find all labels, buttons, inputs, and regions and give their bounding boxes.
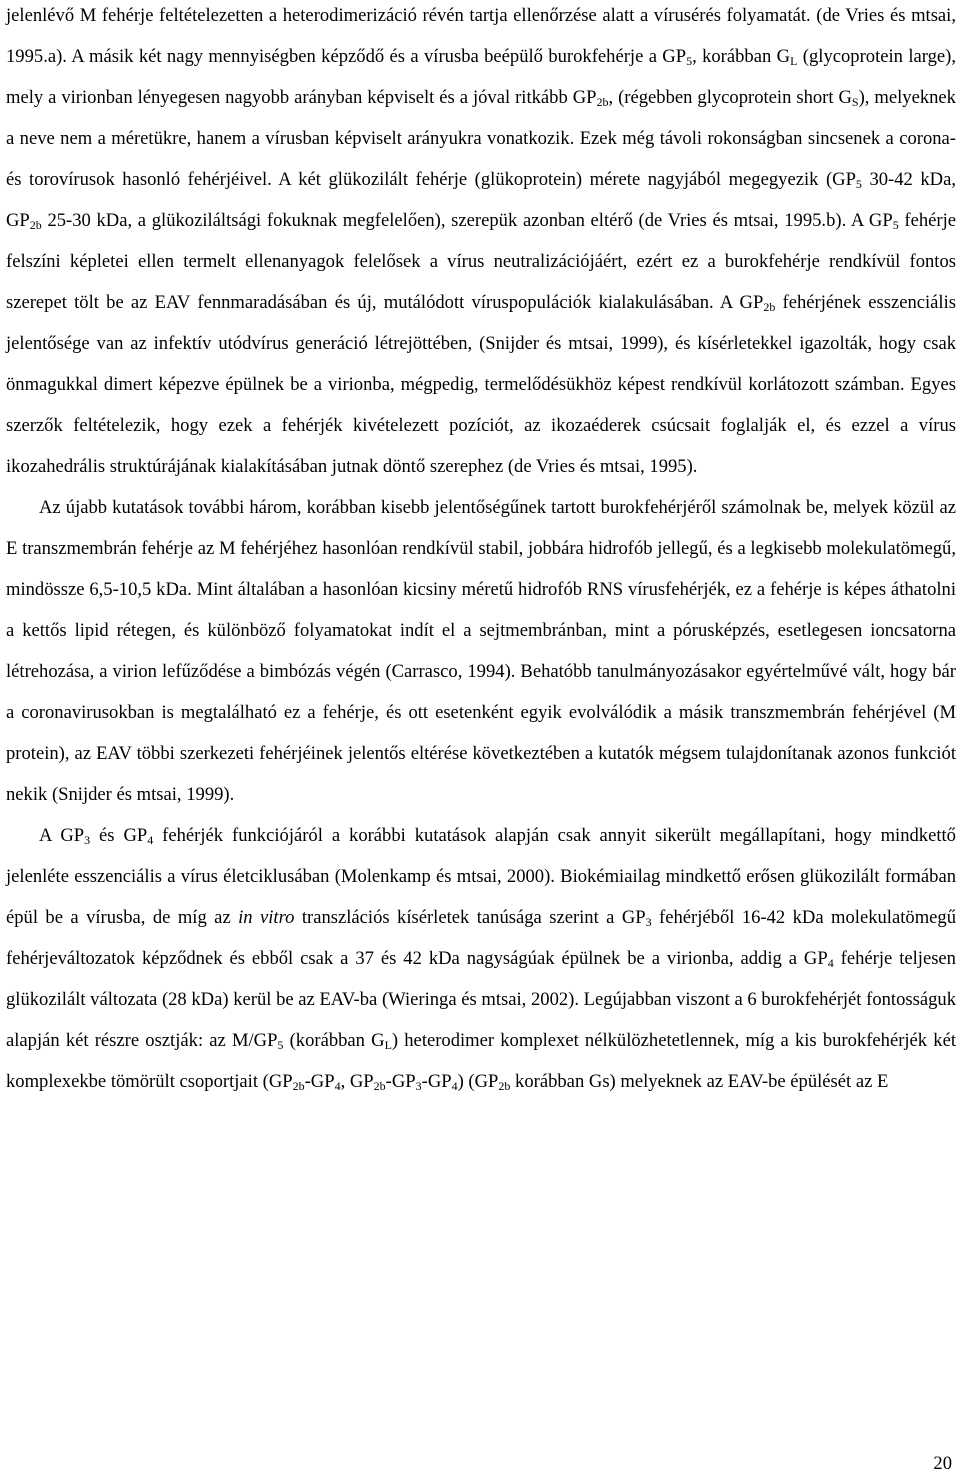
body-text <box>6 0 956 1102</box>
text-run: ), melyeknek a neve nem a méretükre, hanem a vírusban képviselt arányukra vonatkozik. Ezek még távoli rokonságban sincsenek a corona- és torovírusok hasonló fehérjéivel. A két glükozilált fehérje (glükoprotein) mérete nagyjából megegyezik (GP <box>6 87 956 190</box>
paragraph-p1 <box>6 0 956 487</box>
paragraph-p2 <box>6 487 956 815</box>
subscript-text: 4 <box>451 1079 458 1093</box>
text-run: jelenlévő M fehérje feltételezetten a heterodimerizáció révén tartja ellenőrzése alatt a vírusérés folyamatát. (de Vries és mtsai, 1995.a). A másik két nagy mennyiségben képződő és a vírusba beépülő burokfehérje a GP <box>6 5 956 67</box>
text-run: fehérjéből 16-42 kDa molekulatömegű fehérjeváltozatok képződnek és ebből csak a 37 és 42 kDa nagyságúak épülnek be a virionba, addig a GP <box>6 907 956 969</box>
subscript-text: 4 <box>147 833 154 847</box>
text-run: fehérje teljesen glükozilált változata (28 kDa) kerül be az EAV-ba (Wieringa és mtsai, 2002). Legújabban viszont a 6 burokfehérjét fontosságuk alapján két részre osztják: az M/GP <box>6 948 956 1051</box>
text-run: transzlációs kísérletek tanúsága szerint a GP <box>294 907 646 928</box>
subscript-text: 2b <box>596 95 609 109</box>
subscript-text: L <box>790 54 798 68</box>
text-run: fehérje felszíni képletei ellen termelt ellenanyagok felelősek a vírus neutralizációjáért, ezért ez a burokfehérje rendkívül fontos szerepet tölt be az EAV fennmaradásában és új, mutálódott víruspopulációk kialakulásában. A GP <box>6 210 956 313</box>
text-run: Az újabb kutatások további három, korábban kisebb jelentőségűnek tartott burokfehérjéről számolnak be, melyek közül az E transzmembrán fehérje az M fehérjéhez hasonlóan rendkívül stabil, jobbára hidrofób jellegű, és a legkisebb molekulatömegű, mindössze 6,5-10,5 kDa. Mint általában a hasonlóan kicsiny méretű hidrofób RNS vírusfehérjék, ez a fehérje is képes áthatolni a kettős lipid rétegen, és különböző folyamatokat indít el a sejtmembránban, mint a pórusképzés, esetlegesen ioncsatorna létrehozása, a virion lefűződése a bimbózás végén (Carrasco, 1994). Behatóbb tanulmányozásakor egyértelművé vált, hogy bár a coronavirusokban is megtalálható ez a fehérje, és ott esetenként egyik evolválódik a másik transzmembrán fehérjével (M protein), az EAV többi szerkezeti fehérjéinek jelentős eltérése következtében a kutatók mégsem tulajdonítanak azonos funkciót nekik (Snijder és mtsai, 1999). <box>6 497 956 805</box>
subscript-text: 2b <box>763 300 776 314</box>
document-page <box>6 0 956 1102</box>
subscript-text: 5 <box>277 1038 284 1052</box>
text-run: korábban Gs) melyeknek az EAV-be épülését az E <box>510 1071 889 1092</box>
subscript-text: 5 <box>892 218 899 232</box>
text-run: -GP <box>304 1071 335 1092</box>
text-run: -GP <box>421 1071 452 1092</box>
subscript-text: 2b <box>29 218 42 232</box>
text-run: (glycoprotein large), mely a virionban lényegesen nagyobb arányban képviselt és a jóval ritkább GP <box>6 46 956 108</box>
text-run: fehérjék funkciójáról a korábbi kutatások alapján csak annyit sikerült megállapítani, hogy mindkettő jelenléte esszenciális a vírus életciklusában (Molenkamp és mtsai, 2000). Biokémiailag mindkettő erősen glükozilált formában épül be a vírusba, de míg az <box>6 825 956 928</box>
text-run: és GP <box>90 825 148 846</box>
text-run: fehérjének esszenciális jelentősége van az infektív utódvírus generáció létrejöttében, (Snijder és mtsai, 1999), és kísérletekkel igazolták, hogy csak önmagukkal dimert képezve épülnek be a virionba, mégpedig, termelődésükhöz képest rendkívül korlátozott számban. Egyes szerzők feltételezik, hogy ezek a fehérjék kivételezett pozíciót, az ikozaéderek csúcsait foglalják el, és ezzel a vírus ikozahedrális struktúrájának kialakításában jutnak döntő szerephez (de Vries és mtsai, 1995). <box>6 292 956 477</box>
text-run: , GP <box>340 1071 374 1092</box>
paragraph-p3 <box>6 815 956 1102</box>
subscript-text: 3 <box>415 1079 422 1093</box>
page-number: 20 <box>933 1453 952 1474</box>
subscript-text: 2b <box>373 1079 386 1093</box>
subscript-text: L <box>384 1038 392 1052</box>
text-run: -GP <box>385 1071 416 1092</box>
text-run: , korábban G <box>692 46 791 67</box>
text-run: 30-42 kDa, GP <box>6 169 956 231</box>
subscript-text: 4 <box>334 1079 341 1093</box>
text-run: (korábban G <box>283 1030 385 1051</box>
subscript-text: S <box>851 95 859 109</box>
subscript-text: 5 <box>686 54 693 68</box>
text-run: , (régebben glycoprotein short G <box>608 87 852 108</box>
text-run: 25-30 kDa, a glükoziláltsági fokuknak megfelelően), szerepük azonban eltérő (de Vries és mtsai, 1995.b). A GP <box>41 210 893 231</box>
subscript-text: 5 <box>855 177 862 191</box>
text-run: ) heterodimer komplexet nélkülözhetetlennek, míg a kis burokfehérjék két komplexekbe tömörült csoportjait (GP <box>6 1030 956 1092</box>
subscript-text: 3 <box>84 833 91 847</box>
italic-text: in vitro <box>238 907 295 928</box>
subscript-text: 2b <box>292 1079 305 1093</box>
subscript-text: 2b <box>498 1079 511 1093</box>
subscript-text: 4 <box>827 956 834 970</box>
text-run: ) (GP <box>457 1071 499 1092</box>
subscript-text: 3 <box>645 915 652 929</box>
text-run: A GP <box>39 825 85 846</box>
